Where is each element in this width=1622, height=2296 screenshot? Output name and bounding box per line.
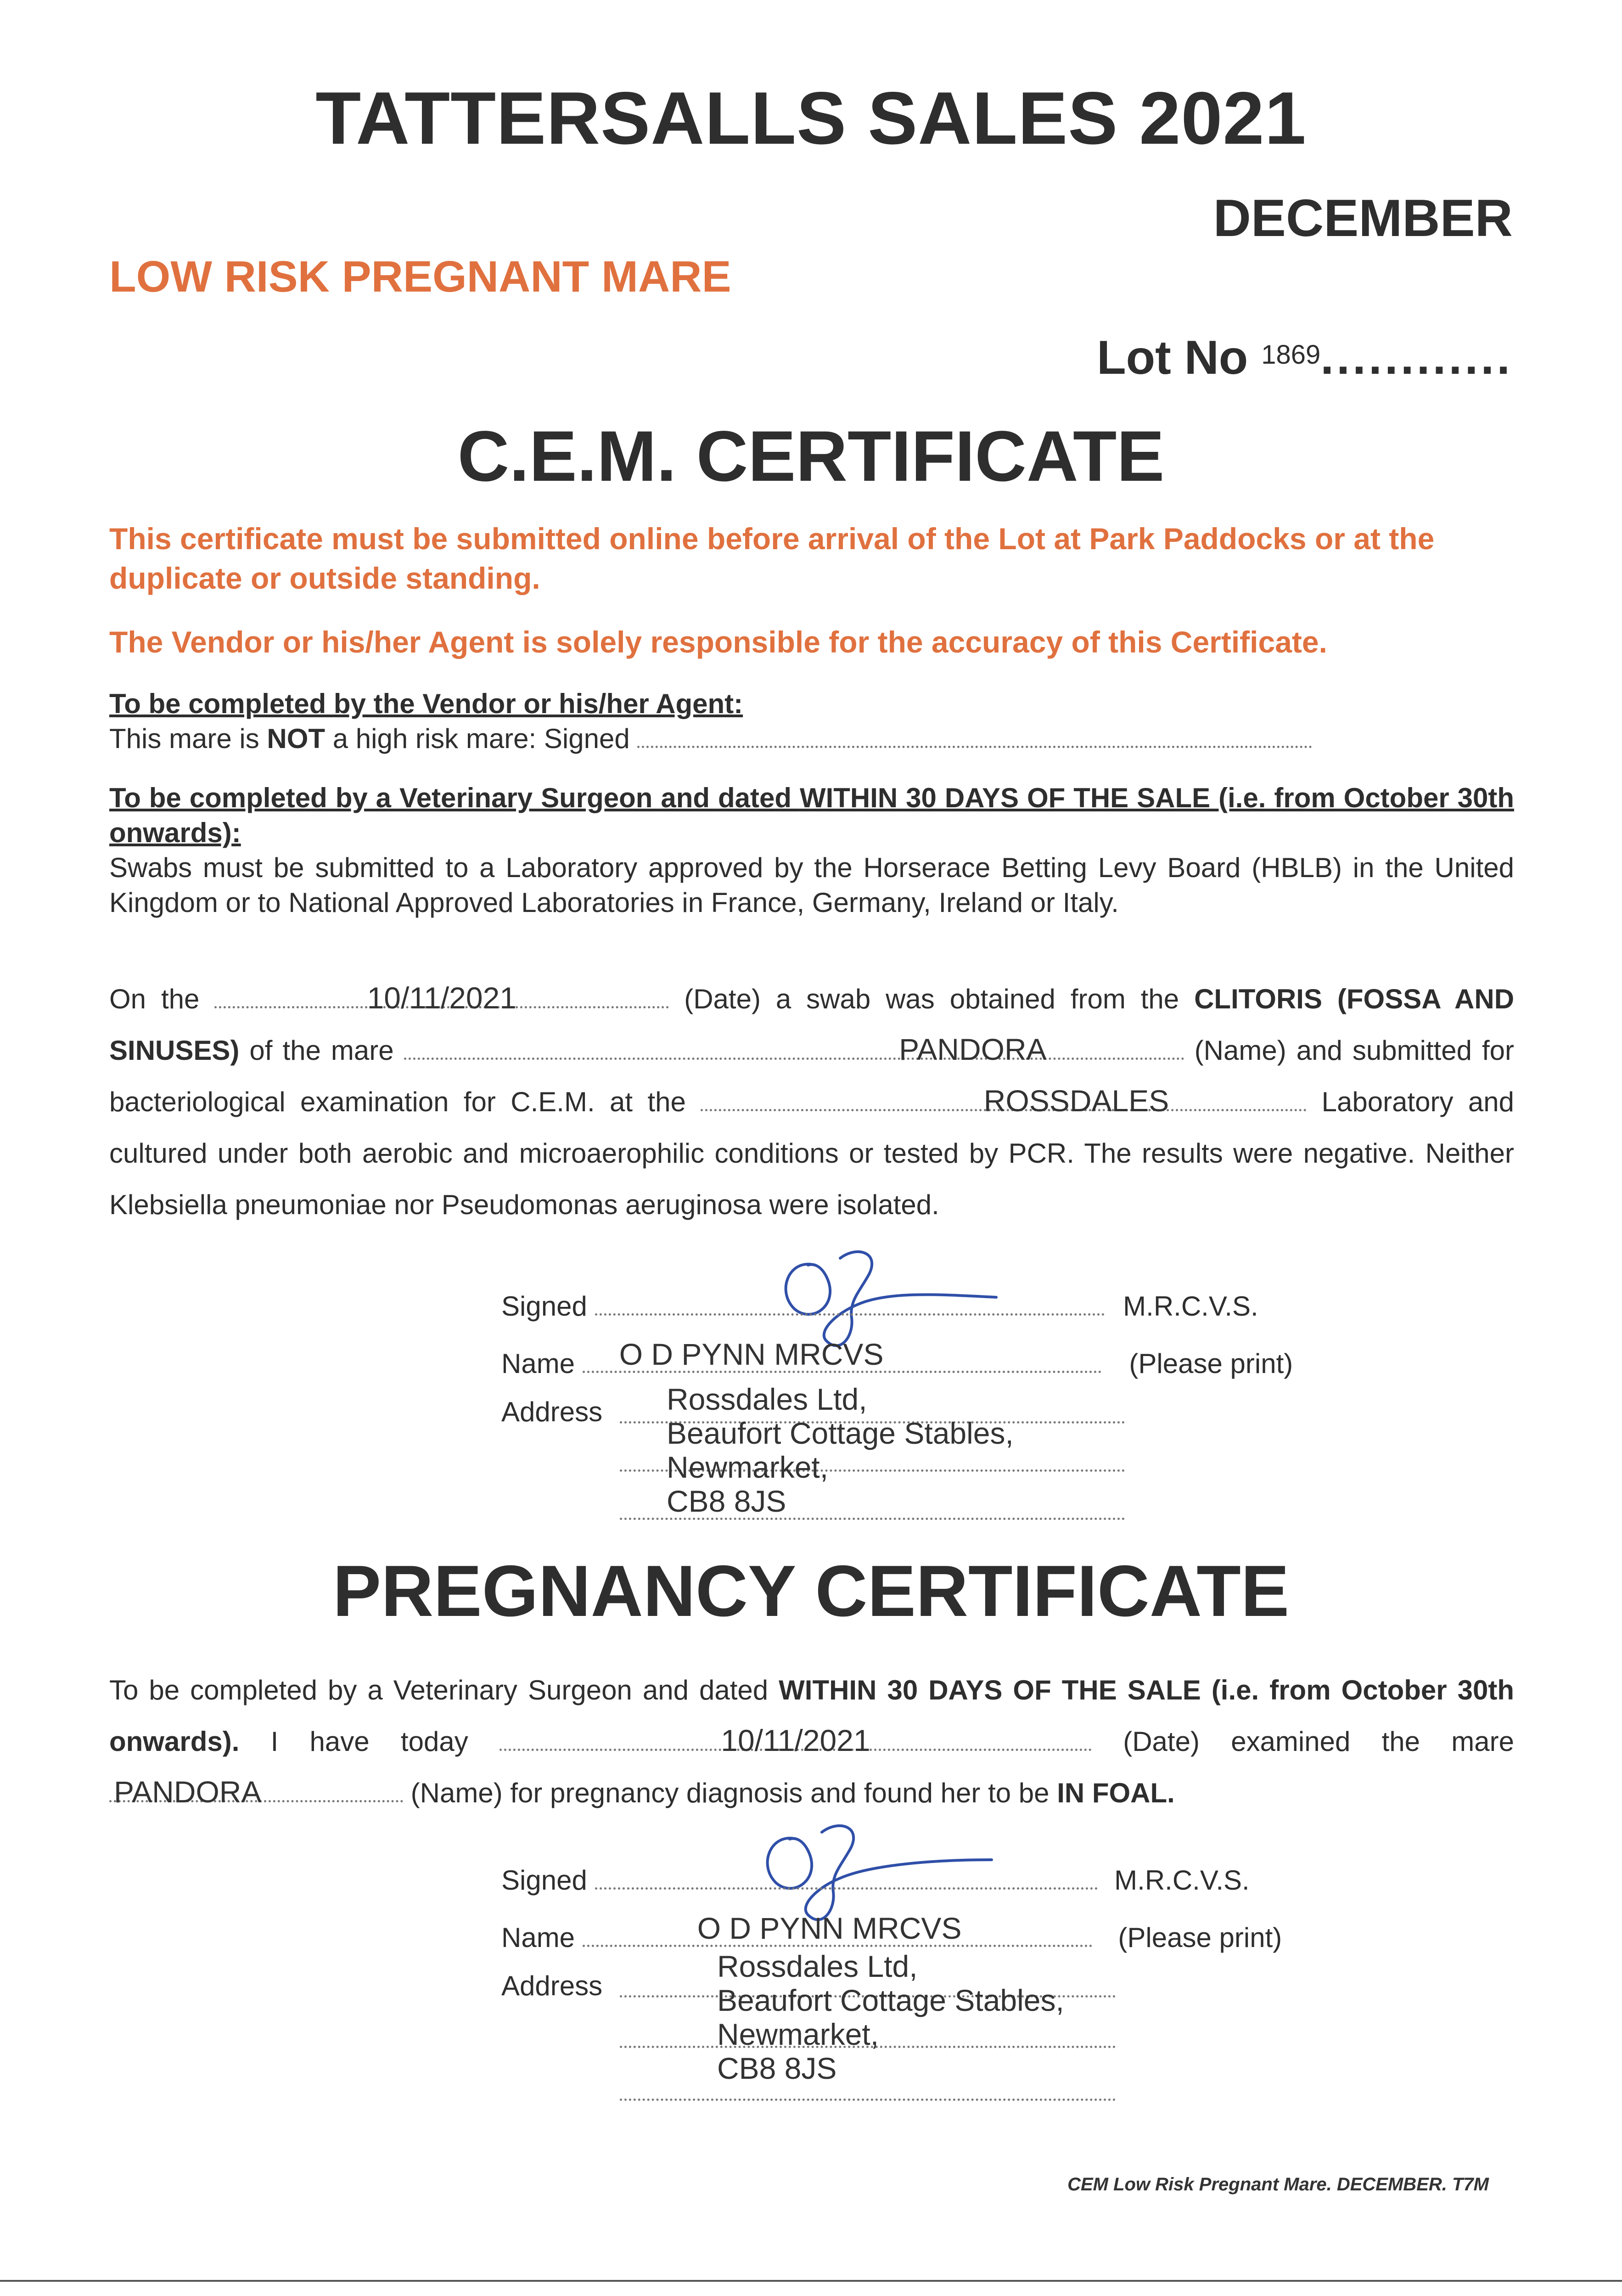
preg-mare-field[interactable] — [109, 1773, 403, 1809]
cem-name-value: O D PYNN MRCVS — [619, 1337, 884, 1371]
preg-date-value: 10/11/2021 — [721, 1723, 870, 1757]
preg-date-field[interactable] — [500, 1721, 1092, 1757]
document-title: TATTERSALLS SALES 2021 — [315, 77, 1307, 160]
preg-text-b: I have today — [270, 1726, 468, 1757]
preg-signature-line[interactable] — [595, 1864, 1098, 1890]
vendor-statement — [109, 721, 1514, 756]
preg-address — [717, 1949, 1064, 2085]
preg-deadline: WITHIN 30 DAYS OF THE SALE (i.e. from October 30th onwards). — [109, 1675, 1514, 1757]
cem-please-print: (Please print) — [1129, 1348, 1293, 1379]
cem-name-label: Name — [501, 1348, 575, 1379]
cem-address — [667, 1382, 1014, 1518]
preg-address-label: Address — [501, 1970, 603, 2001]
form-code: CEM Low Risk Pregnant Mare. DECEMBER. T7M — [1067, 2174, 1489, 2195]
lot-number — [1097, 331, 1513, 385]
preg-address-line-4: CB8 8JS — [717, 2051, 837, 2085]
swab-date-value: 10/11/2021 — [367, 981, 517, 1015]
cem-signed-label: Signed — [501, 1291, 587, 1322]
laboratory-value: ROSSDALES — [983, 1084, 1169, 1118]
cem-signed-row — [501, 1290, 1258, 1322]
laboratory-field[interactable] — [701, 1081, 1307, 1118]
vet-heading — [109, 781, 1514, 850]
vendor-section — [109, 687, 1514, 756]
vet-heading-b: WITHIN 30 DAYS OF THE SALE (i.e. from October 30th onwards) — [109, 782, 1514, 848]
lot-dots: ............ — [1320, 331, 1513, 384]
swab-site: CLITORIS (FOSSA AND SINUSES) — [109, 984, 1515, 1066]
preg-address-line-3: Newmarket, — [717, 2017, 879, 2051]
swab-requirements: Swabs must be submitted to a Laboratory approved by the Horserace Betting Levy Board (HBLB) in the United Kingdom or to National Approved Laboratories in France, Germany, Ireland or Italy. — [109, 852, 1514, 918]
vendor-heading: To be completed by the Vendor or his/her Agent: — [109, 688, 743, 719]
cem-mrcvs: M.R.C.V.S. — [1123, 1291, 1258, 1322]
preg-name-value: O D PYNN MRCVS — [697, 1911, 962, 1945]
mare-name-value: PANDORA — [899, 1032, 1047, 1066]
preg-name-label: Name — [501, 1922, 575, 1953]
vendor-not: NOT — [267, 723, 326, 754]
sale-month: DECEMBER — [1213, 189, 1513, 248]
preg-name-field[interactable] — [583, 1911, 1092, 1947]
vendor-signature-line[interactable] — [637, 723, 1312, 748]
lab-text: Laboratory and cultured under both aerobic and microaerophilic conditions or tested by PCR. The results were negative. Neither Klebsiella pneumoniae nor Pseudomonas aeruginosa were isolated. — [109, 1086, 1515, 1220]
preg-please-print: (Please print) — [1118, 1922, 1282, 1953]
cem-name-field[interactable] — [583, 1337, 1101, 1373]
on-the-label: On the — [109, 984, 200, 1014]
vet-section — [109, 781, 1514, 920]
name-text: (Name) and submitted for bacteriological examination for C.E.M. at the — [109, 1035, 1515, 1117]
preg-signed-row — [501, 1864, 1250, 1896]
vendor-text: This mare is — [109, 723, 267, 754]
preg-result: IN FOAL. — [1057, 1778, 1175, 1808]
of-mare-label: of the mare — [249, 1035, 394, 1066]
lot-label: Lot No — [1097, 331, 1248, 384]
cem-address-label: Address — [501, 1396, 603, 1427]
preg-address-line-1: Rossdales Ltd, — [717, 1949, 918, 1983]
preg-text-a: To be completed by a Veterinary Surgeon and dated — [109, 1675, 769, 1705]
preg-signed-label: Signed — [501, 1865, 587, 1896]
cem-heading: C.E.M. CERTIFICATE — [457, 416, 1165, 496]
pregnancy-heading: PREGNANCY CERTIFICATE — [332, 1551, 1290, 1632]
cem-name-row — [501, 1337, 1293, 1379]
swab-date-field[interactable] — [214, 979, 669, 1015]
vet-heading-c: : — [231, 817, 241, 848]
vendor-signed-label: a high risk mare: Signed — [325, 723, 630, 754]
preg-name-row — [501, 1911, 1282, 1953]
risk-category: LOW RISK PREGNANT MARE — [109, 252, 731, 301]
preg-text-c: (Date) examined the mare — [1123, 1726, 1514, 1757]
preg-text-d: (Name) for pregnancy diagnosis and found her to be — [410, 1778, 1050, 1808]
cem-address-line-2: Beaufort Cottage Stables, — [667, 1416, 1014, 1450]
page-edge-line — [0, 2280, 1622, 2282]
submission-notice: This certificate must be submitted online before arrival of the Lot at Park Paddocks or at the duplicate or outside standing. — [109, 522, 1435, 595]
preg-address-line-2: Beaufort Cottage Stables, — [717, 1983, 1064, 2017]
date-text: (Date) a swab was obtained from the — [684, 984, 1179, 1014]
cem-address-line-4: CB8 8JS — [667, 1484, 786, 1518]
pregnancy-statement — [109, 1665, 1514, 1819]
cem-address-line-1: Rossdales Ltd, — [667, 1382, 867, 1416]
cem-signature-line[interactable] — [595, 1290, 1105, 1316]
responsibility-notice: The Vendor or his/her Agent is solely responsible for the accuracy of this Certificate. — [109, 625, 1327, 659]
preg-mare-value: PANDORA — [114, 1775, 262, 1809]
preg-mrcvs: M.R.C.V.S. — [1114, 1865, 1250, 1896]
cem-address-line-3: Newmarket, — [667, 1450, 829, 1484]
mare-name-field[interactable] — [404, 1030, 1184, 1066]
lot-value: 1869 — [1261, 340, 1321, 370]
cem-statement — [109, 974, 1514, 1231]
vet-heading-a: To be completed by a Veterinary Surgeon and dated — [109, 782, 800, 813]
